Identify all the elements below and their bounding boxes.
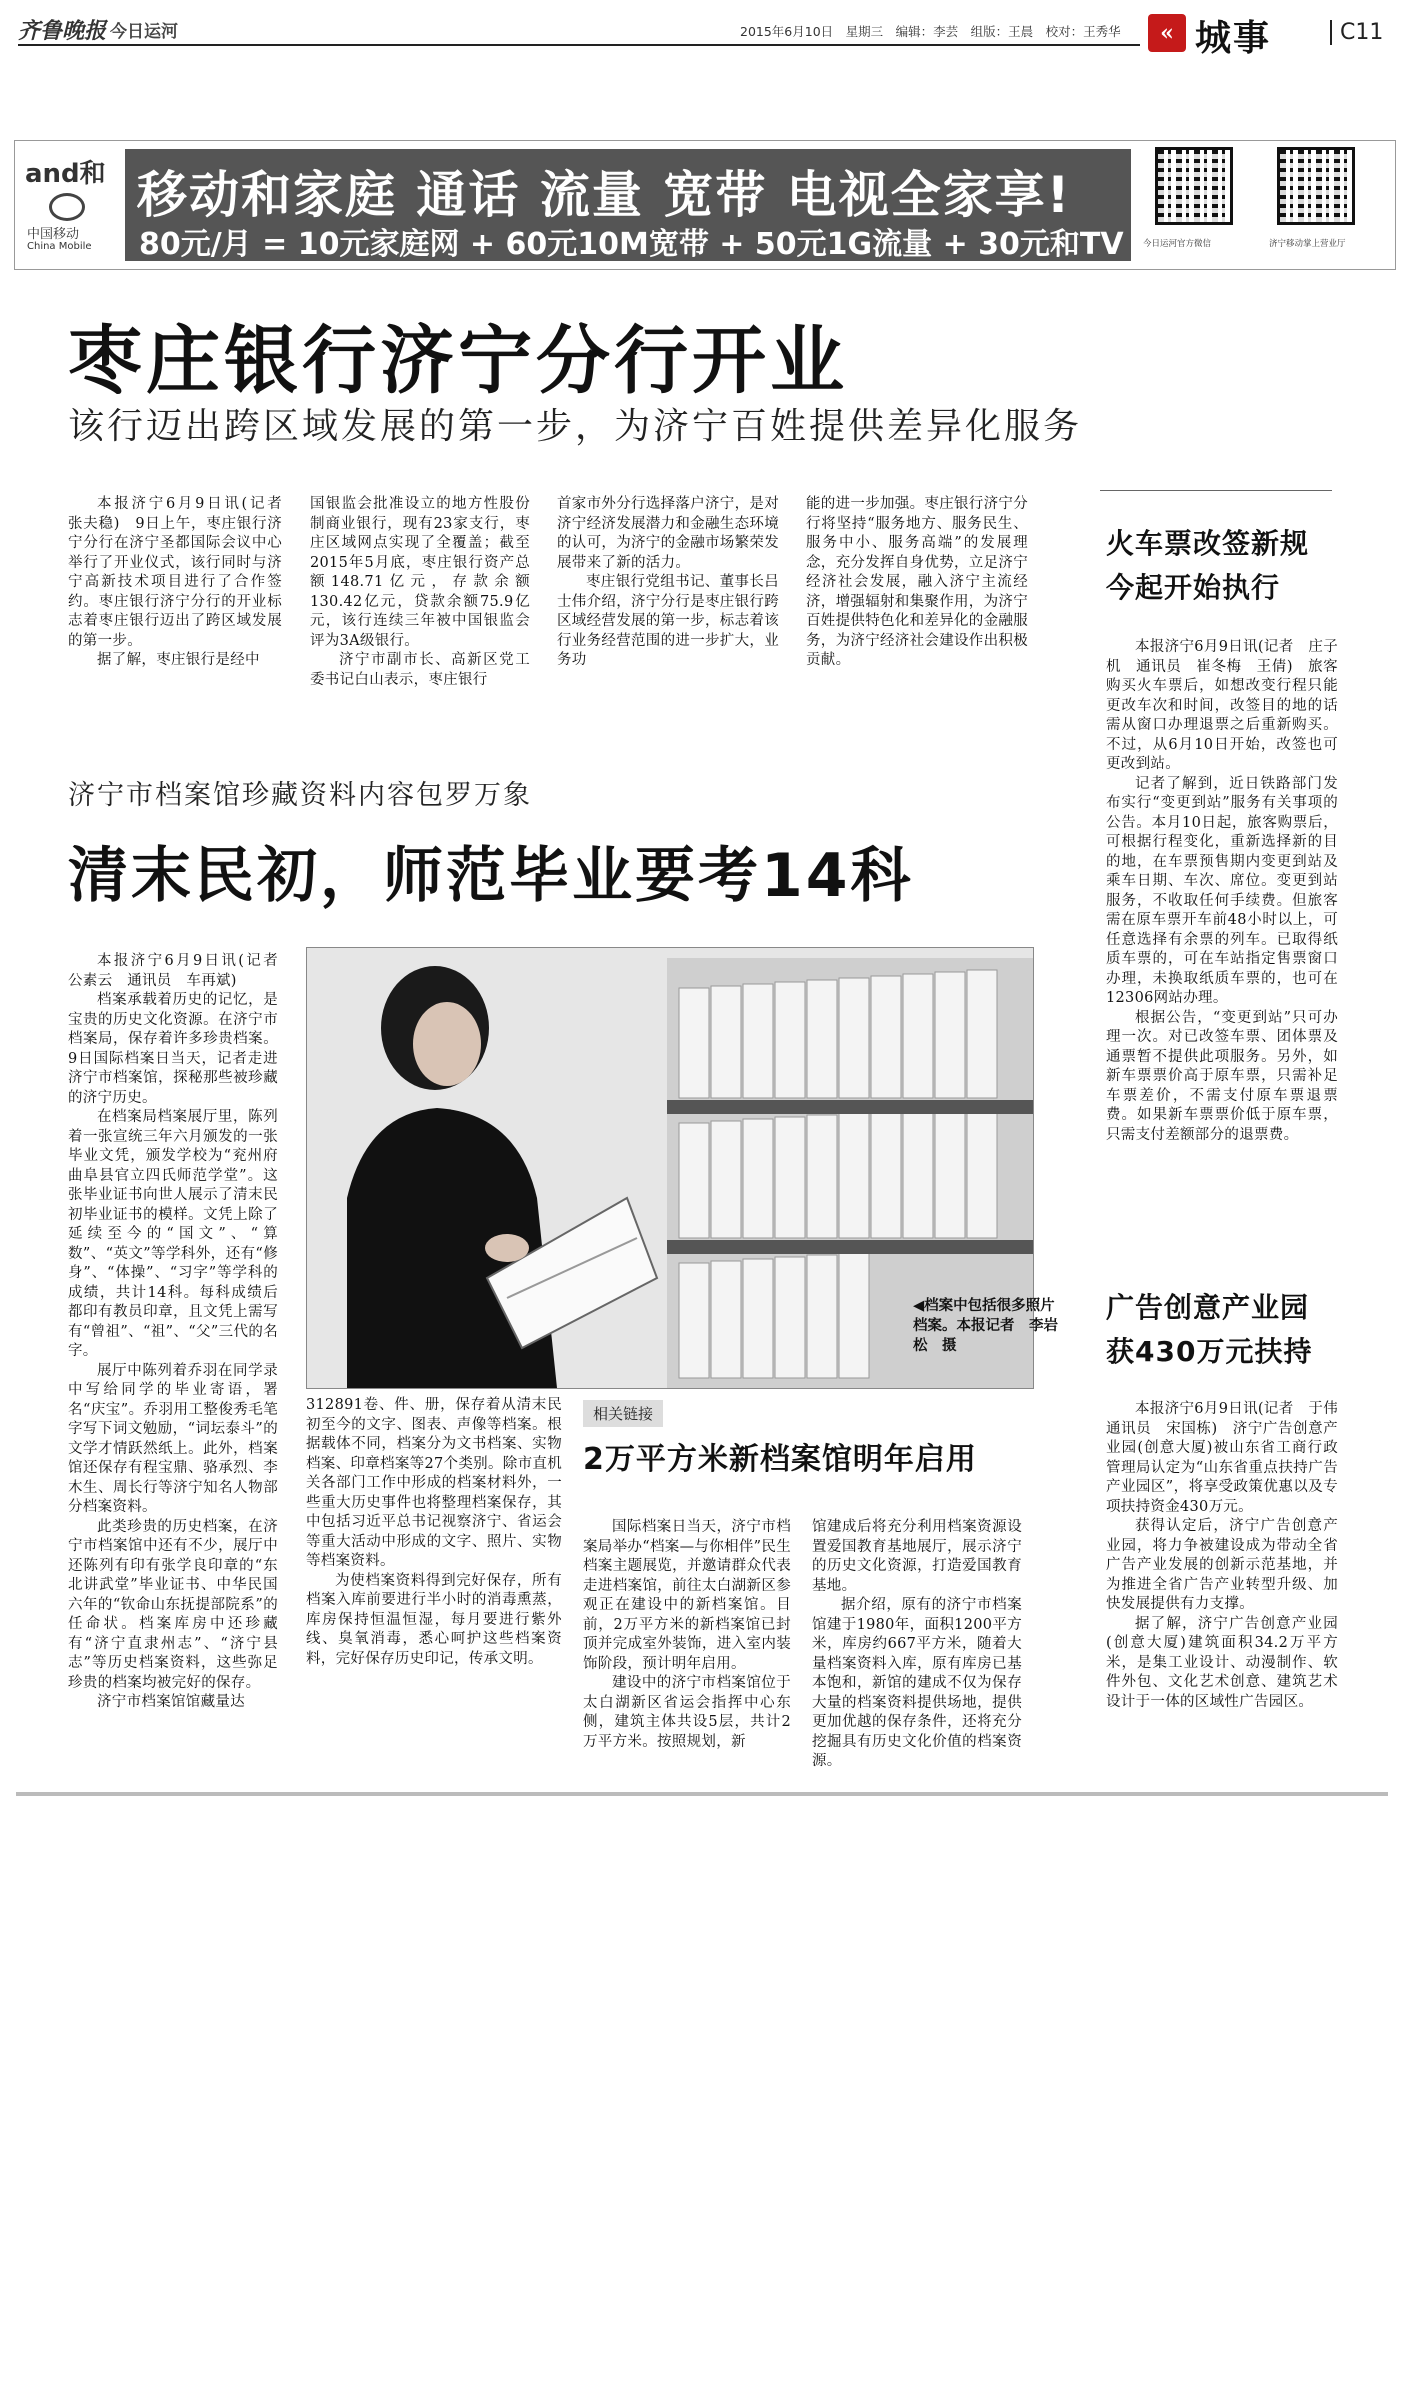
header-rule xyxy=(18,44,1140,46)
related-tag: 相关链接 xyxy=(583,1400,663,1427)
sidebar1-headline-line2: 今起开始执行 xyxy=(1106,571,1281,604)
paragraph: 济宁市档案馆馆藏量达 xyxy=(97,1694,245,1710)
related-column-1 xyxy=(583,1518,791,1752)
paragraph: 获得认定后，济宁广告创意产业园，将力争被建设成为带动全省广告产业发展的创新示范基地，并为推进全省广告产业转型升级、加快发展提供有力支撑。 xyxy=(1106,1518,1338,1612)
paragraph: 建设中的济宁市档案馆位于太白湖新区省运会指挥中心东侧，建筑主体共设5层，共计2万平方米。按照规划，新 xyxy=(583,1675,791,1750)
paragraph: 首家市外分行选择落户济宁，是对济宁经济发展潜力和金融生态环境的认可，为济宁的金融市场繁荣发展带来了新的活力。 xyxy=(557,496,779,571)
article1-column-1 xyxy=(68,495,297,671)
china-mobile-logo-icon xyxy=(49,193,85,221)
paragraph: 档案承载着历史的记忆，是宝贵的历史文化资源。在济宁市档案局，保存着许多珍贵档案。9日国际档案日当天，记者走进济宁市档案馆，探秘那些被珍藏的济宁历史。 xyxy=(68,992,278,1106)
photo-caption: ◀档案中包括很多照片档案。本报记者 李岩松 摄 xyxy=(913,1297,1058,1354)
sidebar2-body xyxy=(1106,1400,1353,1712)
paragraph: 本报济宁6月9日讯(记者 公素云 通讯员 车再斌) xyxy=(68,953,293,989)
article1-subheadline: 该行迈出跨区域发展的第一步，为济宁百姓提供差异化服务 xyxy=(68,406,1083,447)
qr-label-wechat: 今日运河官方微信 xyxy=(1143,239,1212,249)
section-arrow-icon: « xyxy=(1148,14,1186,52)
paragraph: 据了解，济宁广告创意产业园(创意大厦)建筑面积34.2万平方米，是集工业设计、动漫制作、软件外包、文化艺术创意、建筑艺术设计于一体的区域性广告园区。 xyxy=(1106,1615,1338,1710)
paragraph: 本报济宁6月9日讯(记者 庄子机 通讯员 崔冬梅 王倩) 旅客购买火车票后，如想改变行程只能更改车次和时间，改签目的地的话需从窗口办理退票之后重新购买。不过，从6月10日开始，改签也可更改到站。 xyxy=(1106,639,1338,772)
section-title: 城事 xyxy=(1195,18,1272,59)
article1-column-3 xyxy=(557,495,779,671)
sidebar2-headline-line2: 获430万元扶持 xyxy=(1106,1335,1313,1368)
paragraph: 为使档案资料得到完好保存，所有档案入库前要进行半小时的消毒熏蒸，库房保持恒温恒湿，每月要进行紫外线、臭氧消毒，悉心呵护这些档案资料，完好保存历史印记，传承文明。 xyxy=(306,1572,562,1667)
edition-name: 今日运河 xyxy=(110,22,178,42)
article1-headline: 枣庄银行济宁分行开业 xyxy=(68,318,848,404)
paragraph: 国银监会批准设立的地方性股份制商业银行，现有23家支行，枣庄区域网点实现了全覆盖；截至2015年5月底，枣庄银行资产总额148.71亿元，存款余额130.42亿元，贷款余额75.9亿元，该行连续三年被中国银监会评为3A级银行。 xyxy=(310,496,530,649)
paragraph: 记者了解到，近日铁路部门发布实行“变更到站”服务有关事项的公告。本月10日起，旅客购票后，可根据行程变化，重新选择新的目的地，在车票预售期内变更到站及乘车日期、车次、席位。变更到站服务，不收取任何手续费。但旅客需在原车票开车前48小时以上，可任意选择有余票的列车。已取得纸质车票的，可在车站指定售票窗口办理，未换取纸质车票的，也可在12306网站办理。 xyxy=(1106,775,1338,1006)
article2-kicker: 济宁市档案馆珍藏资料内容包罗万象 xyxy=(68,780,532,811)
ad-headline: 移动和家庭 通话 流量 宽带 电视全家享! xyxy=(137,166,1072,224)
related-link-box xyxy=(583,1400,1007,1480)
paragraph: 展厅中陈列着乔羽在同学录中写给同学的毕业寄语，署名“庆宝”。乔羽用工整俊秀毛笔字写下词文勉励，“词坛泰斗”的文学才情跃然纸上。此外，档案馆还保存有程宝鼎、骆承烈、李木生、周长行等济宁知名人物部分档案资料。 xyxy=(68,1362,278,1515)
related-headline: 2万平方米新档案馆明年启用 xyxy=(583,1442,977,1477)
paragraph: 国际档案日当天，济宁市档案局举办“档案—与你相伴”民生档案主题展览，并邀请群众代表走进档案馆，前往太白湖新区参观正在建设中的新档案馆。目前，2万平方米的新档案馆已封顶并完成室外装饰，进入室内装饰阶段，预计明年启用。 xyxy=(583,1519,791,1672)
ad-brand-name: 中国移动 xyxy=(27,227,80,242)
sidebar2-headline-line1: 广告创意产业园 xyxy=(1106,1291,1310,1324)
qr-code-icon xyxy=(1155,147,1233,225)
paragraph: 馆建成后将充分利用档案资源设置爱国教育基地展厅，展示济宁的历史文化资源，打造爱国教育基地。 xyxy=(812,1519,1022,1594)
related-column-2 xyxy=(812,1518,1022,1772)
paragraph: 能的进一步加强。枣庄银行济宁分行将坚持“服务地方、服务民生、服务中小、服务高端”的发展理念，充分发挥自身优势，立足济宁经济社会发展，融入济宁主流经济，增强辐射和集聚作用，为济宁百姓提供特色化和差异化的金融服务，为济宁经济社会建设作出积极贡献。 xyxy=(806,496,1028,668)
paragraph: 312891卷、件、册，保存着从清末民初至今的文字、图表、声像等档案。根据载体不同，档案分为文书档案、实物档案、印章档案等27个类别。除市直机关各部门工作中形成的档案材料外，一些重大历史事件也将整理档案保存，其中包括习近平总书记视察济宁、省运会等重大活动中形成的文字、照片、实物等档案资料。 xyxy=(306,1397,562,1569)
article2-column-1 xyxy=(68,952,293,1713)
issue-meta: 2015年6月10日 星期三 编辑：李芸 组版：王晨 校对：王秀华 xyxy=(740,24,1121,39)
ad-brand xyxy=(23,151,118,261)
ad-brand-name-en: China Mobile xyxy=(27,241,92,252)
and-logo: and和 xyxy=(25,159,106,189)
qr-code-icon xyxy=(1277,147,1355,225)
paragraph: 此类珍贵的历史档案，在济宁市档案馆中还有不少，展厅中还陈列有印有张学良印章的“东北讲武堂”毕业证书、中华民国六年的“钦命山东抚提部院系”的任命状。档案库房中还珍藏有“济宁直隶州志”、“济宁县志”等历史档案资料，这些弥足珍贵的档案均被完好的保存。 xyxy=(68,1518,278,1691)
article1-column-4 xyxy=(806,495,1028,671)
newspaper-logo: 齐鲁晚报 xyxy=(18,18,107,44)
qr-label-mobile: 济宁移动掌上营业厅 xyxy=(1269,239,1346,249)
paragraph: 据介绍，原有的济宁市档案馆建于1980年，面积1200平方米，库房约667平方米，随着大量档案资料入库，原有库房已基本饱和，新馆的建成不仅为保存大量的档案资料提供场地，提供更加优越的保存条件，还将充分挖掘具有历史文化价值的档案资源。 xyxy=(812,1597,1022,1769)
article2-column-2 xyxy=(306,1396,562,1669)
paragraph: 济宁市副市长、高新区党工委书记白山表示，枣庄银行 xyxy=(310,652,530,688)
bottom-rule xyxy=(16,1792,1388,1796)
sidebar1-body xyxy=(1106,638,1338,1145)
sidebar2-headline xyxy=(1106,1286,1312,1374)
masthead xyxy=(18,14,1338,64)
paragraph: 在档案局档案展厅里，陈列着一张宣统三年六月颁发的一张毕业文凭，颁发学校为“兖州府曲阜县官立四氏师范学堂”。这张毕业证书向世人展示了清末民初毕业证书的模样。文凭上除了延续至今的“国文”、“算数”、“英文”等学科外，还有“修身”、“体操”、“习字”等学科的成绩，共计14科。每科成绩后都印有教员印章，且文凭上需写有“曾祖”、“祖”、“父”三代的名字。 xyxy=(68,1109,278,1359)
sidebar1-headline-line1: 火车票改签新规 xyxy=(1106,527,1310,560)
china-mobile-ad xyxy=(14,140,1396,270)
paragraph: 本报济宁6月9日讯(记者 张夫稳) 9日上午，枣庄银行济宁分行在济宁圣都国际会议中心举行了开业仪式，该行同时与济宁高新技术项目进行了合作签约。枣庄银行济宁分行的开业标志着枣庄银行迈出了跨区域发展的第一步。 xyxy=(68,496,297,649)
paragraph: 枣庄银行党组书记、董事长吕士伟介绍，济宁分行是枣庄银行跨区域经营发展的第一步，标志着该行业务经营范围的进一步扩大，业务功 xyxy=(557,574,779,668)
ad-offer: 80元/月 = 10元家庭网 + 60元10M宽带 + 50元1G流量 + 30元和TV xyxy=(139,227,1124,262)
sidebar-rule xyxy=(1100,490,1332,491)
article1-column-2 xyxy=(310,495,530,690)
paragraph: 本报济宁6月9日讯(记者 于伟 通讯员 宋国栋) 济宁广告创意产业园(创意大厦)被山东省工商行政管理局认定为“山东省重点扶持广告产业园区”，将享受政策优惠以及专项扶持资金430万元。 xyxy=(1106,1401,1353,1515)
ad-banner xyxy=(125,149,1131,261)
page-number: C11 xyxy=(1330,20,1383,45)
paragraph: 据了解，枣庄银行是经中 xyxy=(97,652,260,668)
paragraph: 根据公告，“变更到站”只可办理一次。对已改签车票、团体票及通票暂不提供此项服务。另外，如新车票票价高于原车票，只需补足车票差价，不需支付原车票退票费。如果新车票票价低于原车票，只需支付差额部分的退票费。 xyxy=(1106,1009,1338,1143)
article2-headline: 清末民初，师范毕业要考14科 xyxy=(68,841,914,911)
sidebar1-headline xyxy=(1106,522,1309,610)
